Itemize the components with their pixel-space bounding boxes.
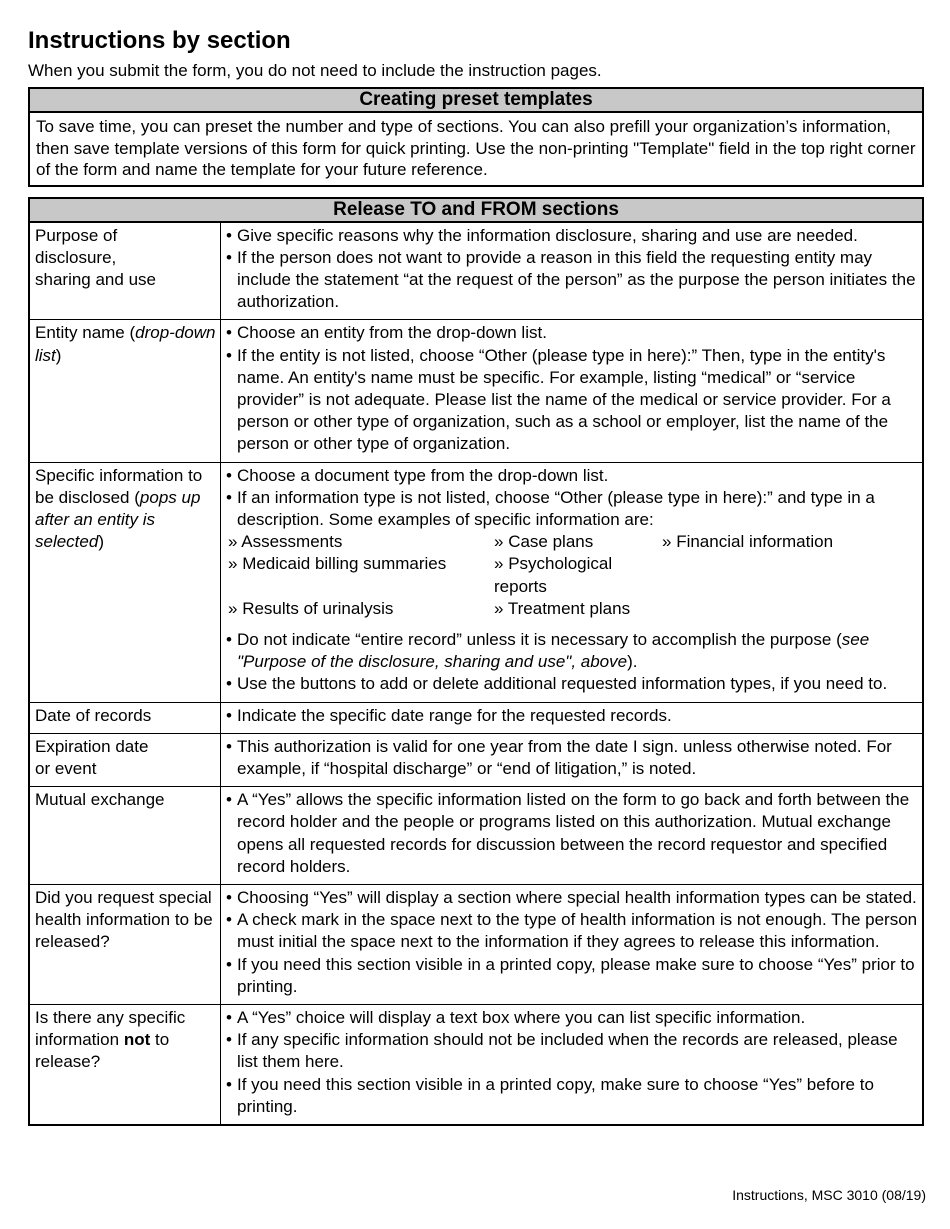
page-title: Instructions by section bbox=[28, 27, 291, 54]
intro-text: When you submit the form, you do not need to include the instruction pages. bbox=[28, 61, 602, 80]
list-item: » Assessments bbox=[228, 531, 494, 553]
bullet-item: • A “Yes” choice will display a text box where you can list specific information. bbox=[226, 1007, 918, 1029]
row-content bbox=[221, 463, 922, 702]
table-row-specific-information bbox=[30, 462, 922, 702]
bullet-item: • A “Yes” allows the specific information listed on the form to go back and forth between the record holder and the people or programs listed on this authorization. Mutual exchange opens all requested records for discussion between the record requestor and specified record holders. bbox=[226, 789, 918, 878]
row-content bbox=[221, 703, 922, 733]
row-content bbox=[221, 885, 922, 1004]
bullet-item: • If you need this section visible in a printed copy, please make sure to choose “Yes” prior to printing. bbox=[226, 954, 918, 998]
bullet-item: • If an information type is not listed, choose “Other (please type in here):” and type in a description. Some examples of specific information are: bbox=[226, 487, 918, 531]
bullet-item: • If the person does not want to provide a reason in this field the requesting entity may include the statement “at the request of the person” as the purpose the person initiates the authorization. bbox=[226, 247, 918, 314]
row-label: Purpose of disclosure, sharing and use bbox=[30, 223, 221, 320]
table-row-special-health bbox=[30, 884, 922, 1004]
table-row-not-release bbox=[30, 1004, 922, 1124]
table-row-mutual-exchange bbox=[30, 786, 922, 884]
table-row-date-of-records bbox=[30, 702, 922, 733]
row-content bbox=[221, 734, 922, 786]
bullet-item: • A check mark in the space next to the type of health information is not enough. The person must initial the space next to the information if they agrees to release this information. bbox=[226, 909, 918, 953]
list-item: » Financial information bbox=[662, 531, 918, 553]
bullet-item: • If the entity is not listed, choose “Other (please type in here):” Then, type in the entity's name. An entity's name must be specific. For example, listing “medical” or “service provider” is not adequate. Please list the name of the medical or service provider. For a person or other type of organization, such as a school or employer, list the name of the person or other type of organization. bbox=[226, 345, 918, 456]
list-item: » Results of urinalysis bbox=[228, 598, 494, 620]
bullet-item: • Give specific reasons why the information disclosure, sharing and use are needed. bbox=[226, 225, 918, 247]
bullet-item: • Indicate the specific date range for the requested records. bbox=[226, 705, 918, 727]
table-row-entity-name bbox=[30, 319, 922, 461]
preset-templates-section bbox=[28, 87, 924, 187]
row-label: Expiration date or event bbox=[30, 734, 221, 786]
list-item: » Case plans bbox=[494, 531, 662, 553]
bullet-item: • If you need this section visible in a printed copy, make sure to choose “Yes” before to printing. bbox=[226, 1074, 918, 1118]
row-content bbox=[221, 223, 922, 320]
list-item: » Medicaid billing summaries bbox=[228, 553, 494, 597]
footer-form-id: Instructions, MSC 3010 (08/19) bbox=[732, 1187, 926, 1203]
row-label: Mutual exchange bbox=[30, 787, 221, 884]
bullet-item: • If any specific information should not be included when the records are released, please list them here. bbox=[226, 1029, 918, 1073]
examples-list bbox=[226, 531, 918, 620]
table-row-purpose bbox=[30, 223, 922, 320]
bullet-item: • Choose an entity from the drop-down list. bbox=[226, 322, 918, 344]
instructions-page bbox=[28, 26, 924, 1126]
list-item: » Psychological reports bbox=[494, 553, 662, 597]
release-sections-table bbox=[28, 197, 924, 1127]
bullet-item: • Use the buttons to add or delete additional requested information types, if you need to. bbox=[226, 673, 918, 695]
row-content bbox=[221, 1005, 922, 1124]
row-content bbox=[221, 787, 922, 884]
row-label: Specific information to be disclosed (pops up after an entity is selected) bbox=[30, 463, 221, 702]
bullet-item: • Choosing “Yes” will display a section where special health information types can be stated. bbox=[226, 887, 918, 909]
row-label: Entity name (drop-down list) bbox=[30, 320, 221, 461]
release-sections-title: Release TO and FROM sections bbox=[30, 199, 922, 223]
row-label: Is there any specific information not to release? bbox=[30, 1005, 221, 1124]
table-row-expiration bbox=[30, 733, 922, 786]
preset-templates-title: Creating preset templates bbox=[30, 89, 922, 113]
bullet-item: • Do not indicate “entire record” unless it is necessary to accomplish the purpose (see "Purpose of the disclosure, sharing and use", above). bbox=[226, 629, 918, 673]
bullet-item: • This authorization is valid for one year from the date I sign. unless otherwise noted. For example, if “hospital discharge” or “end of litigation,” is noted. bbox=[226, 736, 918, 780]
bullet-item: • Choose a document type from the drop-down list. bbox=[226, 465, 918, 487]
row-label: Did you request special health information to be released? bbox=[30, 885, 221, 1004]
list-item: » Treatment plans bbox=[494, 598, 662, 620]
row-content bbox=[221, 320, 922, 461]
row-label: Date of records bbox=[30, 703, 221, 733]
preset-templates-text: To save time, you can preset the number and type of sections. You can also prefill your organization’s information, then save template versions of this form for quick printing. Use the non-printing "Template" field in the top right corner of the form and name the template for your future reference. bbox=[36, 117, 916, 179]
